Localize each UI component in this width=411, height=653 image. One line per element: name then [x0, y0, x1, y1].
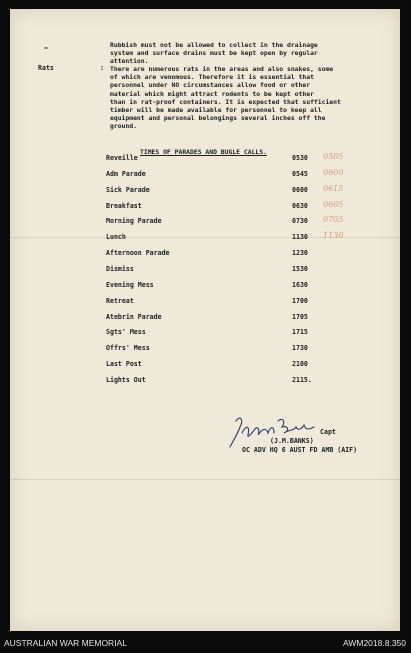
- handwritten-time-correction: 0605: [323, 199, 344, 209]
- signature-rank: Capt: [320, 428, 336, 436]
- signature-name: (J.M.BANKS): [270, 437, 314, 445]
- schedule-time: 0630: [292, 201, 308, 210]
- paragraph-line: system and surface drains must be kept open by regular: [110, 49, 318, 58]
- schedule-time: 1705: [292, 312, 308, 321]
- paragraph-line: personnel under NO circumstances allow food or other: [110, 81, 311, 90]
- schedule-event-name: Last Post: [106, 360, 142, 369]
- handwritten-time-correction: 0600: [323, 167, 344, 177]
- paragraph-line: ground.: [110, 122, 137, 131]
- schedule-row: [10, 199, 400, 212]
- schedule-time: 0600: [292, 185, 308, 194]
- paragraph-line: of which are venomous. Therefore it is essential that: [110, 73, 314, 82]
- schedule-row: [10, 249, 400, 259]
- schedule-event-name: Evening Mess: [106, 280, 154, 289]
- schedule-time: 1130: [292, 233, 308, 242]
- paragraph-line: than in rat-proof containers. It is expected that sufficient: [110, 97, 341, 106]
- schedule-row: [10, 344, 400, 354]
- schedule-time: 1530: [292, 264, 308, 273]
- schedule-event-name: Reveille: [106, 154, 138, 162]
- schedule-event-name: Retreat: [106, 296, 134, 305]
- schedule-time: 2115.: [292, 375, 312, 384]
- document-page: [10, 9, 400, 631]
- schedule-event-name: Sick Parade: [106, 185, 150, 194]
- footer-accession-number: AWM2018.8.350: [343, 638, 406, 648]
- schedule-row: [10, 154, 400, 164]
- handwritten-time-correction: 0705: [323, 215, 344, 225]
- schedule-event-name: Lights Out: [106, 375, 146, 384]
- schedule-heading: TIMES OF PARADES AND BUGLE CALLS.: [140, 148, 267, 156]
- schedule-time: 2100: [292, 360, 308, 369]
- schedule-event-name: Afternoon Parade: [106, 249, 170, 258]
- schedule-event-name: Adm Parade: [106, 169, 146, 178]
- schedule-event-name: Dismiss: [106, 264, 134, 273]
- paragraph-line: Rubbish must not be allowed to collect in the drainage: [110, 41, 318, 49]
- schedule-event-name: Breakfast: [106, 201, 142, 210]
- schedule-time: 1730: [292, 344, 308, 353]
- schedule-row: [10, 376, 400, 386]
- schedule-time: 1630: [292, 280, 308, 289]
- rats-paragraph: [110, 65, 395, 131]
- schedule-row: [10, 167, 400, 180]
- footer-bar: [0, 632, 411, 653]
- signature-unit: OC ADV HQ 6 AUST FD AMB (AIF): [242, 446, 358, 454]
- schedule-time: 1700: [292, 296, 308, 305]
- schedule-row: [10, 183, 400, 196]
- schedule-row: [10, 297, 400, 307]
- paragraph-line: attention.: [110, 57, 149, 66]
- handwritten-time-correction: 1130: [323, 231, 344, 241]
- schedule-row: [10, 313, 400, 323]
- fold-line: [10, 479, 400, 480]
- schedule-time: 1715: [292, 328, 308, 337]
- schedule-time: 0530: [292, 154, 308, 162]
- schedule-row: [10, 281, 400, 291]
- rats-label: Rats: [38, 64, 54, 72]
- paragraph-mark: ": [44, 46, 49, 54]
- schedule-event-name: Atebrin Parade: [106, 312, 162, 321]
- paragraph-line: There are numerous rats in the areas and also snakes, some: [110, 65, 334, 73]
- handwritten-time-correction: 0505: [323, 152, 344, 161]
- schedule-time: 0545: [292, 169, 308, 178]
- schedule-row: [10, 265, 400, 275]
- schedule-row: [10, 233, 400, 243]
- schedule-event-name: Sgts' Mess: [106, 328, 146, 337]
- paragraph-line: timber will be made available for personnel to keep all: [110, 106, 322, 115]
- rats-colon: :: [100, 64, 105, 72]
- schedule-event-name: Morning Parade: [106, 217, 162, 226]
- schedule-row: [10, 328, 400, 338]
- rubbish-paragraph: [110, 41, 395, 66]
- schedule-event-name: Offrs' Mess: [106, 344, 150, 353]
- schedule-row: [10, 360, 400, 370]
- handwritten-time-correction: 0615: [323, 183, 344, 193]
- paragraph-line: equipment and personal belongings several inches off the: [110, 114, 326, 123]
- schedule-event-name: Lunch: [106, 233, 126, 242]
- schedule-row: [10, 217, 400, 227]
- paragraph-line: material which might attract rodents to be kept other: [110, 89, 314, 98]
- schedule-time: 1230: [292, 249, 308, 258]
- schedule-time: 0730: [292, 217, 308, 226]
- footer-credit: AUSTRALIAN WAR MEMORIAL: [4, 638, 127, 648]
